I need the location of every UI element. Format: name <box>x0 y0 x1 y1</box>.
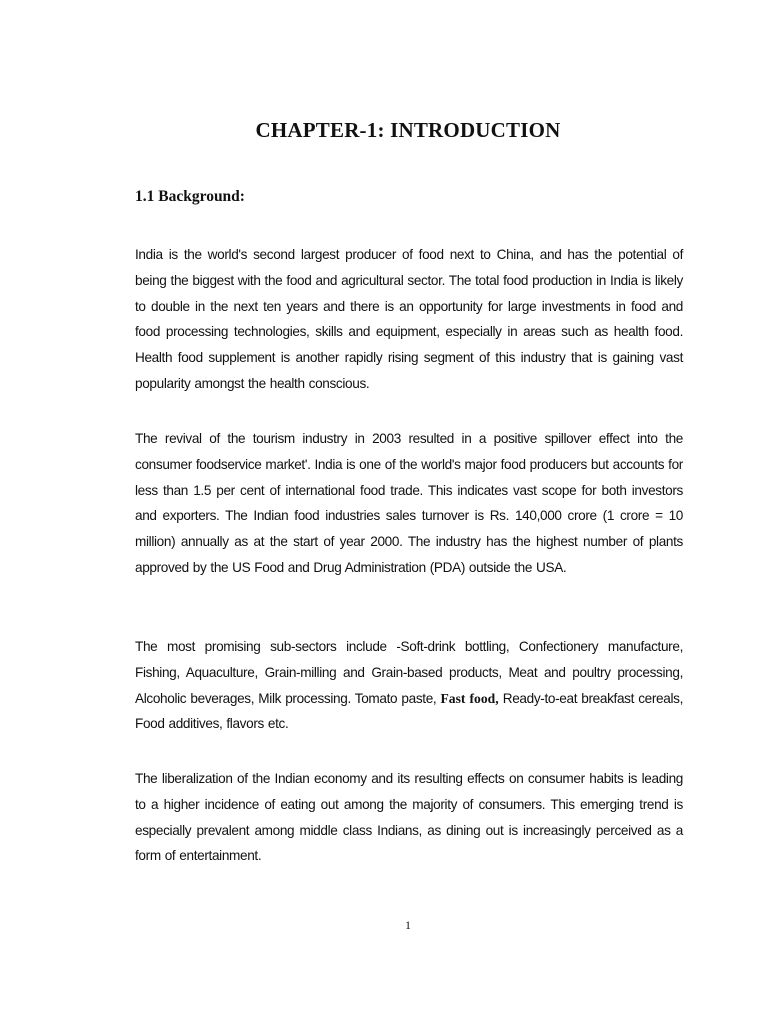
paragraph-3 <box>135 634 683 737</box>
paragraph-2: The revival of the tourism industry in 2003 resulted in a positive spillover effect into the consumer foodservice market'. India is one of the world's major food producers but accounts for less than 1.5 per cent of international food trade. This indicates vast scope for both investors and exporters. The Indian food industries sales turnover is Rs. 140,000 crore (1 crore = 10 million) annually as at the start of year 2000. The industry has the highest number of plants approved by the US Food and Drug Administration (PDA) outside the USA. <box>135 431 683 575</box>
page-number: 1 <box>405 918 411 932</box>
paragraph-4: The liberalization of the Indian economy and its resulting effects on consumer habits is leading to a higher incidence of eating out among the majority of consumers. This emerging trend is especially prevalent among middle class Indians, as dining out is increasingly perceived as a form of entertainment. <box>135 771 683 864</box>
paragraph-3-text-start: The most promising sub-sectors include -Soft-drink bottling, Confectionery manufacture, Fishing, Aquaculture, Grain-milling and Grain-based products, Meat and poultry processing, Alcoholic beverages, Milk processing. Tomato paste, <box>135 639 683 706</box>
paragraph-3-text-end: Ready-to-eat breakfast cereals, Food additives, flavors etc. <box>135 690 683 732</box>
chapter-title: CHAPTER-1: INTRODUCTION <box>255 118 561 142</box>
paragraph-3-bold-term: Fast food, <box>440 690 499 706</box>
section-heading: 1.1 Background: <box>135 188 245 205</box>
paragraph-1: India is the world's second largest producer of food next to China, and has the potential of being the biggest with the food and agricultural sector. The total food production in India is likely to double in the next ten years and there is an opportunity for large investments in food and food processing technologies, skills and equipment, especially in areas such as health food. Health food supplement is another rapidly rising segment of this industry that is gaining vast popularity amongst the health conscious. <box>135 247 683 391</box>
